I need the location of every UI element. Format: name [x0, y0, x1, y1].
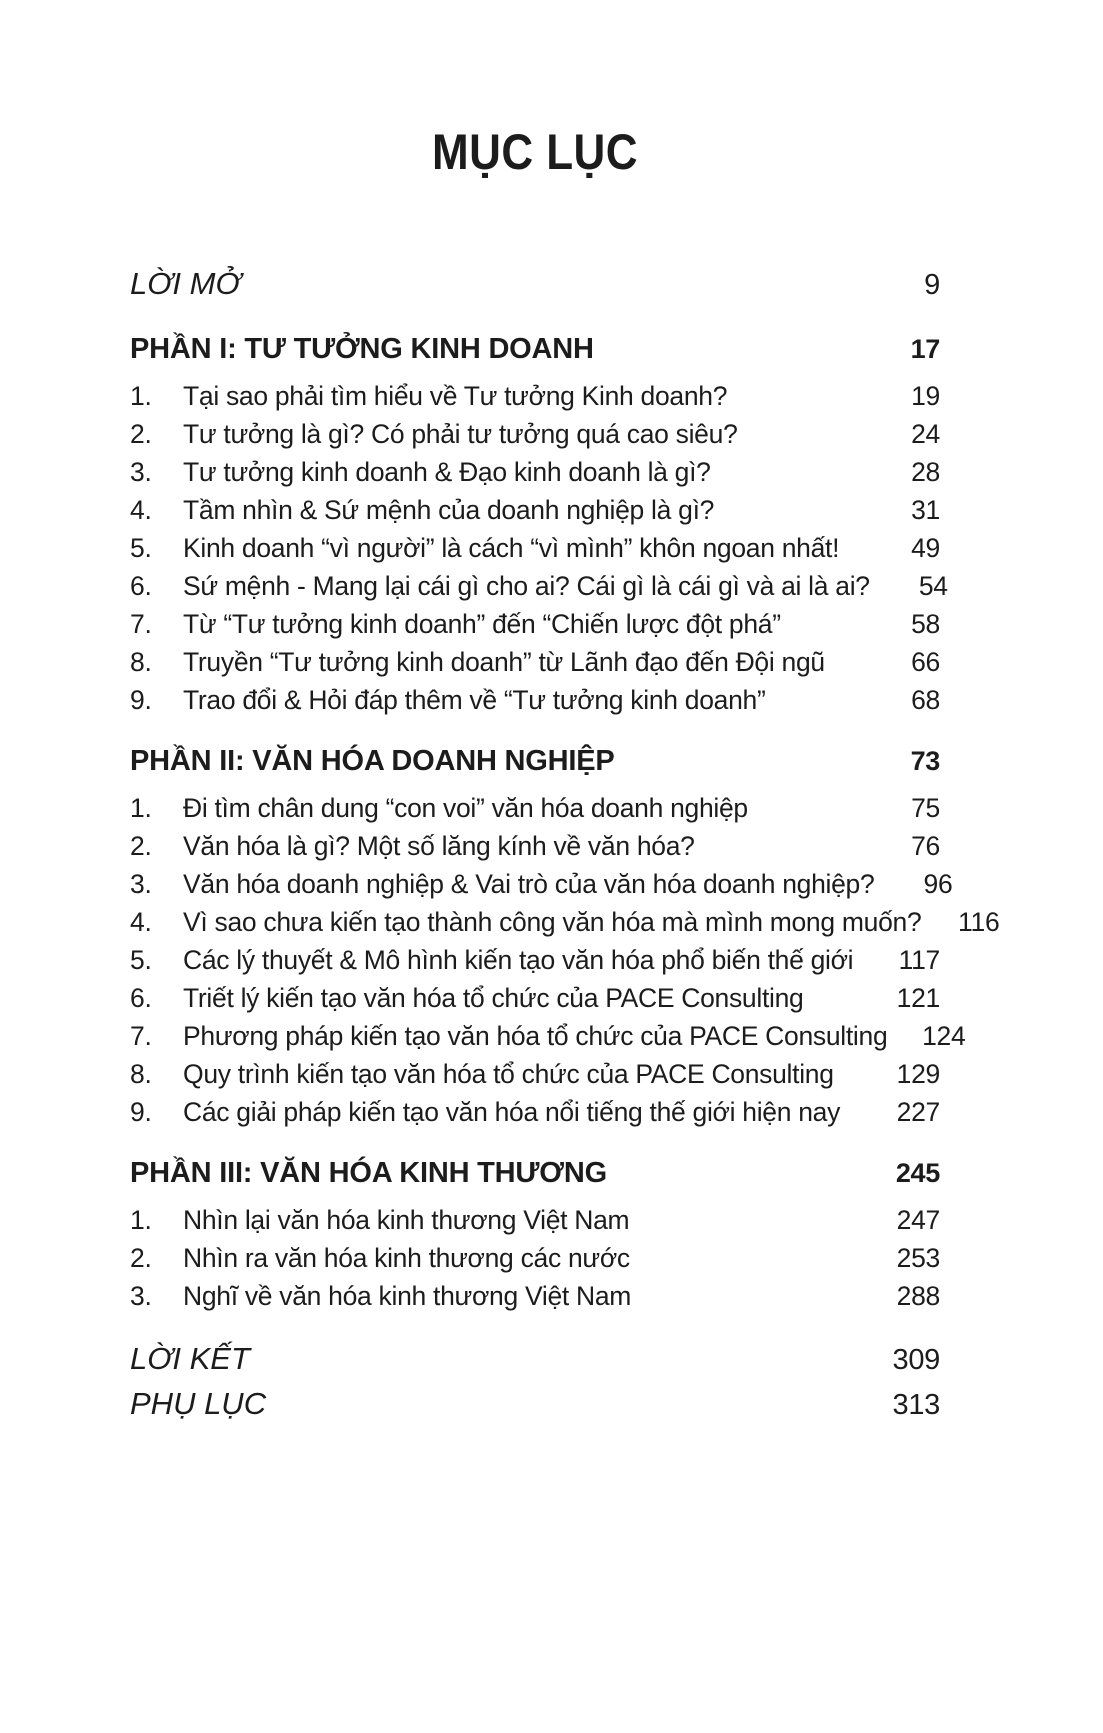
toc-item-row	[130, 681, 940, 719]
toc-item-row	[130, 941, 940, 979]
toc-item-page-number: 116	[958, 907, 1000, 937]
toc-item-page-number: 28	[911, 457, 940, 487]
toc-item-number: 3.	[130, 1281, 152, 1311]
page-title-text: MỤC LỤC	[432, 124, 638, 180]
toc-entry-page-number: 309	[892, 1344, 940, 1376]
toc-front-matter-row	[130, 1337, 940, 1382]
toc-item-page-number: 96	[923, 869, 953, 899]
toc-item-page-number: 75	[911, 793, 940, 823]
toc-item-number: 8.	[130, 647, 152, 677]
toc-item-title: Sứ mệnh - Mang lại cái gì cho ai? Cái gì là cái gì và ai là ai?	[183, 571, 870, 601]
toc-item-number: 7.	[130, 609, 152, 639]
toc-item-page-number: 24	[911, 419, 940, 449]
toc-entry-label: LỜI KẾT	[130, 1341, 250, 1376]
toc-item-number: 7.	[130, 1021, 152, 1051]
toc-item-row	[130, 1201, 940, 1239]
toc-section-heading: PHẦN II: VĂN HÓA DOANH NGHIỆP	[130, 745, 615, 777]
toc-entry-page-number: 9	[924, 269, 940, 301]
toc-item-number: 9.	[130, 1097, 152, 1127]
toc-item-title: Văn hóa là gì? Một số lăng kính về văn hóa?	[183, 831, 695, 861]
toc-item-number: 9.	[130, 685, 152, 715]
toc-item-page-number: 54	[918, 571, 948, 601]
toc-item-number: 6.	[130, 571, 152, 601]
toc-section-heading: PHẦN III: VĂN HÓA KINH THƯƠNG	[130, 1157, 607, 1189]
toc-item-number: 5.	[130, 533, 152, 563]
toc-section-page-number: 17	[910, 334, 940, 364]
toc-item-title: Truyền “Tư tưởng kinh doanh” từ Lãnh đạo đến Đội ngũ	[183, 647, 825, 677]
toc-item-page-number: 68	[911, 685, 940, 715]
toc-item-page-number: 247	[896, 1205, 940, 1235]
toc-item-number: 3.	[130, 869, 152, 899]
toc-item-page-number: 117	[898, 945, 940, 975]
toc-section-heading-row	[130, 739, 940, 783]
toc-item-title: Tầm nhìn & Sứ mệnh của doanh nghiệp là gì?	[183, 495, 715, 525]
toc-item-page-number: 129	[896, 1059, 940, 1089]
page-title	[130, 126, 940, 178]
toc-item-page-number: 288	[896, 1281, 940, 1311]
toc-entry-label: PHỤ LỤC	[130, 1386, 267, 1421]
toc-item-title: Quy trình kiến tạo văn hóa tổ chức của PACE Consulting	[183, 1059, 834, 1089]
toc-item-page-number: 19	[911, 381, 940, 411]
toc-entry-page-number: 313	[892, 1389, 940, 1421]
toc-item-title: Tư tưởng kinh doanh & Đạo kinh doanh là gì?	[183, 457, 711, 487]
toc-item-row	[130, 865, 953, 903]
toc-item-row	[130, 1017, 966, 1055]
toc-item-number: 6.	[130, 983, 152, 1013]
toc-item-page-number: 121	[896, 983, 940, 1013]
toc-item-row	[130, 491, 940, 529]
toc-item-number: 1.	[130, 1205, 152, 1235]
toc-item-row	[130, 377, 940, 415]
toc-item-page-number: 76	[911, 831, 940, 861]
toc-item-title: Từ “Tư tưởng kinh doanh” đến “Chiến lược đột phá”	[183, 609, 781, 639]
toc-front-matter-row	[130, 1382, 940, 1427]
toc-section-heading: PHẦN I: TƯ TƯỞNG KINH DOANH	[130, 333, 594, 365]
toc-item-title: Phương pháp kiến tạo văn hóa tổ chức của PACE Consulting	[183, 1021, 888, 1051]
toc-item-title: Kinh doanh “vì người” là cách “vì mình” khôn ngoan nhất!	[183, 533, 840, 563]
toc-item-title: Triết lý kiến tạo văn hóa tổ chức của PACE Consulting	[183, 983, 804, 1013]
toc-item-row	[130, 453, 940, 491]
toc-item-title: Tư tưởng là gì? Có phải tư tưởng quá cao siêu?	[183, 419, 738, 449]
toc-item-number: 2.	[130, 419, 152, 449]
toc-item-row	[130, 643, 940, 681]
toc-item-title: Trao đổi & Hỏi đáp thêm về “Tư tưởng kinh doanh”	[183, 685, 766, 715]
toc-item-row	[130, 529, 940, 567]
toc-item-row	[130, 415, 940, 453]
toc-item-page-number: 49	[911, 533, 940, 563]
toc-item-row	[130, 789, 940, 827]
toc-item-row	[130, 1055, 940, 1093]
toc-item-row	[130, 1093, 940, 1131]
toc-item-title: Đi tìm chân dung “con voi” văn hóa doanh nghiệp	[183, 793, 748, 823]
toc-item-page-number: 227	[896, 1097, 940, 1127]
toc-front-matter-row	[130, 262, 940, 307]
toc-item-row	[130, 1277, 940, 1315]
toc-item-number: 2.	[130, 1243, 152, 1273]
toc-item-number: 4.	[130, 907, 152, 937]
toc-item-page-number: 58	[911, 609, 940, 639]
toc-item-row	[130, 827, 940, 865]
toc-item-number: 5.	[130, 945, 152, 975]
toc-section-heading-row	[130, 327, 940, 371]
toc-item-number: 1.	[130, 381, 152, 411]
toc-item-title: Các giải pháp kiến tạo văn hóa nổi tiếng thế giới hiện nay	[183, 1097, 841, 1127]
toc-section-heading-row	[130, 1151, 940, 1195]
toc-item-row	[130, 903, 1000, 941]
toc-item-number: 2.	[130, 831, 152, 861]
toc-item-title: Nhìn lại văn hóa kinh thương Việt Nam	[183, 1205, 630, 1235]
toc-item-title: Các lý thuyết & Mô hình kiến tạo văn hóa phổ biến thế giới	[183, 945, 854, 975]
toc-item-number: 1.	[130, 793, 152, 823]
toc-section-page-number: 73	[910, 746, 940, 776]
toc-item-title: Vì sao chưa kiến tạo thành công văn hóa mà mình mong muốn?	[183, 907, 922, 937]
toc-item-page-number: 124	[922, 1021, 966, 1051]
toc-item-page-number: 31	[911, 495, 940, 525]
toc-entry-label: LỜI MỞ	[130, 266, 241, 301]
toc-item-title: Văn hóa doanh nghiệp & Vai trò của văn hóa doanh nghiệp?	[183, 869, 875, 899]
toc-item-row	[130, 605, 940, 643]
toc-item-title: Nhìn ra văn hóa kinh thương các nước	[183, 1243, 630, 1273]
toc-item-row	[130, 979, 940, 1017]
toc-item-number: 8.	[130, 1059, 152, 1089]
toc-item-title: Tại sao phải tìm hiểu về Tư tưởng Kinh doanh?	[183, 381, 728, 411]
toc-list	[130, 262, 1000, 1427]
toc-item-number: 4.	[130, 495, 152, 525]
toc-item-title: Nghĩ về văn hóa kinh thương Việt Nam	[183, 1281, 632, 1311]
toc-item-number: 3.	[130, 457, 152, 487]
toc-item-row	[130, 567, 948, 605]
toc-section-page-number: 245	[895, 1158, 940, 1188]
toc-item-row	[130, 1239, 940, 1277]
toc-item-page-number: 253	[896, 1243, 940, 1273]
toc-item-page-number: 66	[911, 647, 940, 677]
